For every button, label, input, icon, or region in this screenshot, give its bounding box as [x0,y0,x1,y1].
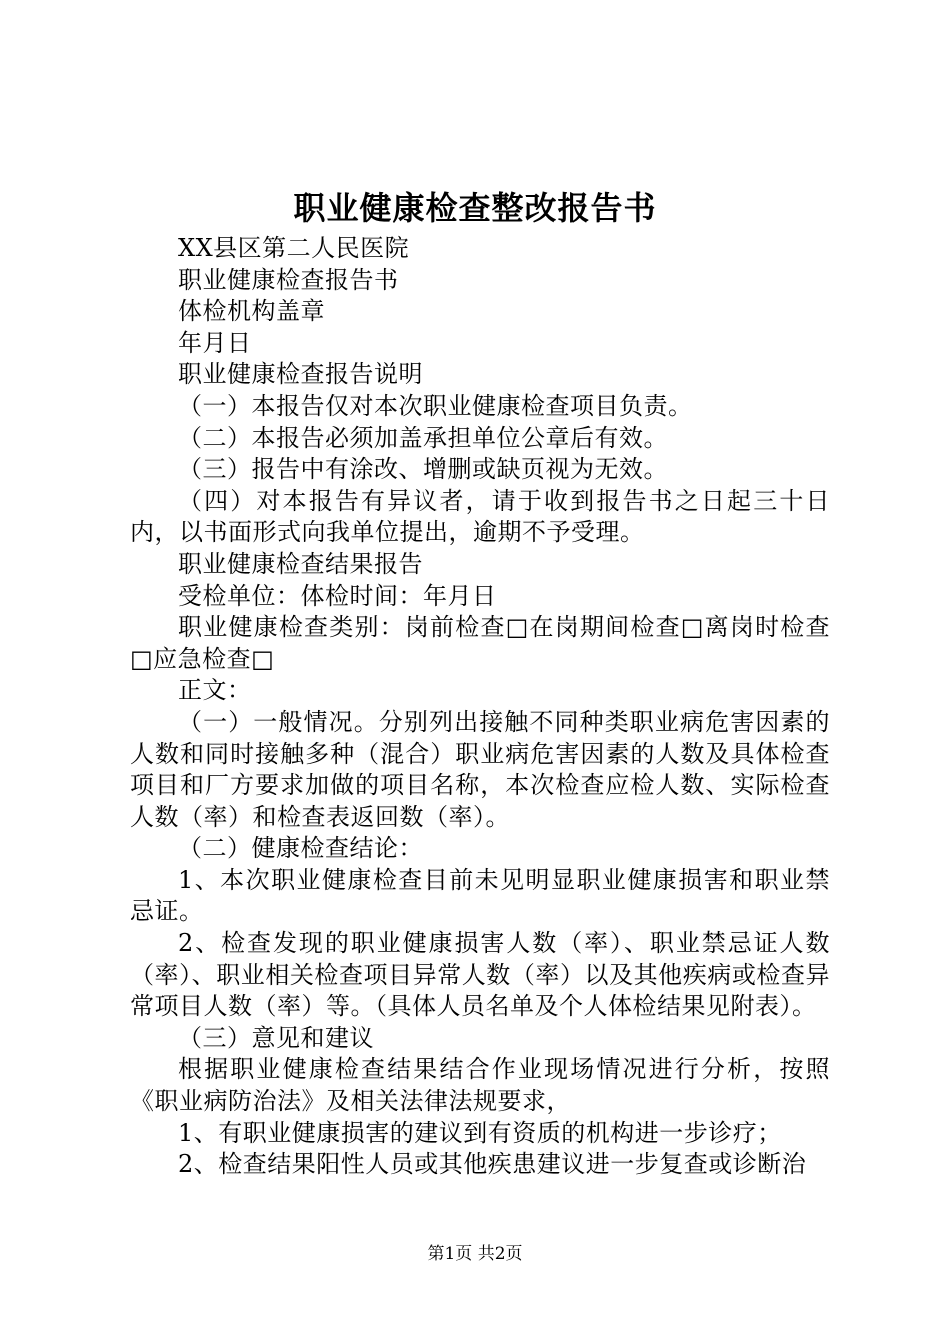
paragraph-results-heading: 职业健康检查结果报告 [178,549,423,578]
paragraph-advice-1: 1、有职业健康损害的建议到有资质的机构进一步诊疗； [178,1118,782,1147]
paragraph-hospital-name: XX县区第二人民医院 [178,234,410,262]
paragraph-date: 年月日 [178,328,252,357]
paragraph-check-category: 职业健康检查类别：岗前检查□在岗期间检查□离岗时检查□应急检查□ [130,613,830,673]
paragraph-note-1: （一）本报告仅对本次职业健康检查项目负责。 [178,391,693,420]
paragraph-note-4: （四）对本报告有异议者，请于收到报告书之日起三十日内，以书面形式向我单位提出，逾期不予受理。 [130,486,830,547]
paragraph-main-text-label: 正文： [178,676,252,705]
page-number-footer: 第1页 共2页 [427,1244,523,1264]
paragraph-conclusion-heading: （二）健康检查结论： [178,834,423,863]
paragraph-general-situation: （一）一般情况。分别列出接触不同种类职业病危害因素的人数和同时接触多种（混合）职业病危害因素的人数及具体检查项目和厂方要求加做的项目名称，本次检查应检人数、实际检查人数（率）和检查表返回数（率）。 [130,707,830,831]
paragraph-conclusion-2: 2、检查发现的职业健康损害人数（率）、职业禁忌证人数（率）、职业相关检查项目异常人数（率）以及其他疾病或检查异常项目人数（率）等。（具体人员名单及个人体检结果见附表）。 [130,929,830,1021]
paragraph-advice-2: 2、检查结果阳性人员或其他疾患建议进一步复查或诊断治 [178,1150,807,1179]
paragraph-advice-intro: 根据职业健康检查结果结合作业现场情况进行分析，按照《职业病防治法》及相关法律法规要求， [130,1055,830,1116]
paragraph-conclusion-1: 1、本次职业健康检查目前未见明显职业健康损害和职业禁忌证。 [130,865,830,926]
paragraph-note-3: （三）报告中有涂改、增删或缺页视为无效。 [178,455,668,484]
paragraph-stamp: 体检机构盖章 [178,297,325,326]
document-body [130,233,830,1181]
paragraph-unit-time: 受检单位：体检时间：年月日 [178,581,497,610]
paragraph-advice-heading: （三）意见和建议 [178,1023,374,1052]
paragraph-note-2: （二）本报告必须加盖承担单位公章后有效。 [178,423,668,452]
paragraph-notes-heading: 职业健康检查报告说明 [178,360,423,389]
document-title: 职业健康检查整改报告书 [293,189,657,227]
paragraph-report-name: 职业健康检查报告书 [178,265,399,294]
